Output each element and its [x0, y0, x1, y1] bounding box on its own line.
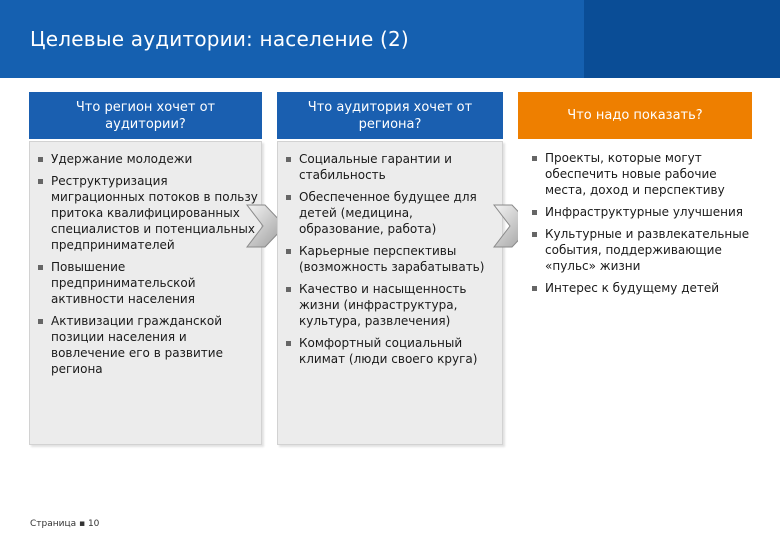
list-item: Качество и насыщенность жизни (инфраструктура, культура, развлечения)	[283, 281, 495, 329]
list-item: Реструктуризация миграционных потоков в пользу притока квалифицированных специалистов и потенциальных предпринимателей	[35, 173, 259, 253]
list-item: Комфортный социальный климат (люди своего круга)	[283, 335, 495, 367]
column-body-audience-wants	[277, 141, 503, 445]
list-item: Социальные гарантии и стабильность	[283, 151, 495, 183]
list-item: Инфраструктурные улучшения	[529, 204, 755, 220]
page-number: Страница ▪ 10	[30, 519, 100, 529]
column-header-what-to-show	[518, 92, 752, 139]
list-item: Удержание молодежи	[35, 151, 259, 167]
column-header-audience-wants	[277, 92, 503, 139]
column-header-label: Что регион хочет от аудитории?	[75, 99, 216, 132]
column-header-label: Что аудитория хочет от региона?	[307, 99, 473, 132]
column-body-region-wants	[29, 141, 262, 445]
header-accent-block	[584, 0, 780, 78]
column-header-label: Что надо показать?	[567, 108, 703, 123]
column-list-what-to-show	[529, 150, 755, 302]
column-list-region-wants	[35, 151, 259, 383]
list-item: Активизации гражданской позиции населения и вовлечение его в развитие региона	[35, 313, 259, 377]
list-item: Карьерные перспективы (возможность зарабатывать)	[283, 243, 495, 275]
list-item: Культурные и развлекательные события, поддерживающие «пульс» жизни	[529, 226, 755, 274]
column-list-audience-wants	[283, 151, 495, 373]
slide-title: Целевые аудитории: население (2)	[30, 27, 409, 51]
list-item: Повышение предпринимательской активности населения	[35, 259, 259, 307]
list-item: Интерес к будущему детей	[529, 280, 755, 296]
list-item: Проекты, которые могут обеспечить новые рабочие места, доход и перспективу	[529, 150, 755, 198]
column-body-what-to-show	[518, 141, 756, 445]
list-item: Обеспеченное будущее для детей (медицина, образование, работа)	[283, 189, 495, 237]
column-header-region-wants	[29, 92, 262, 139]
slide-header	[0, 0, 780, 78]
